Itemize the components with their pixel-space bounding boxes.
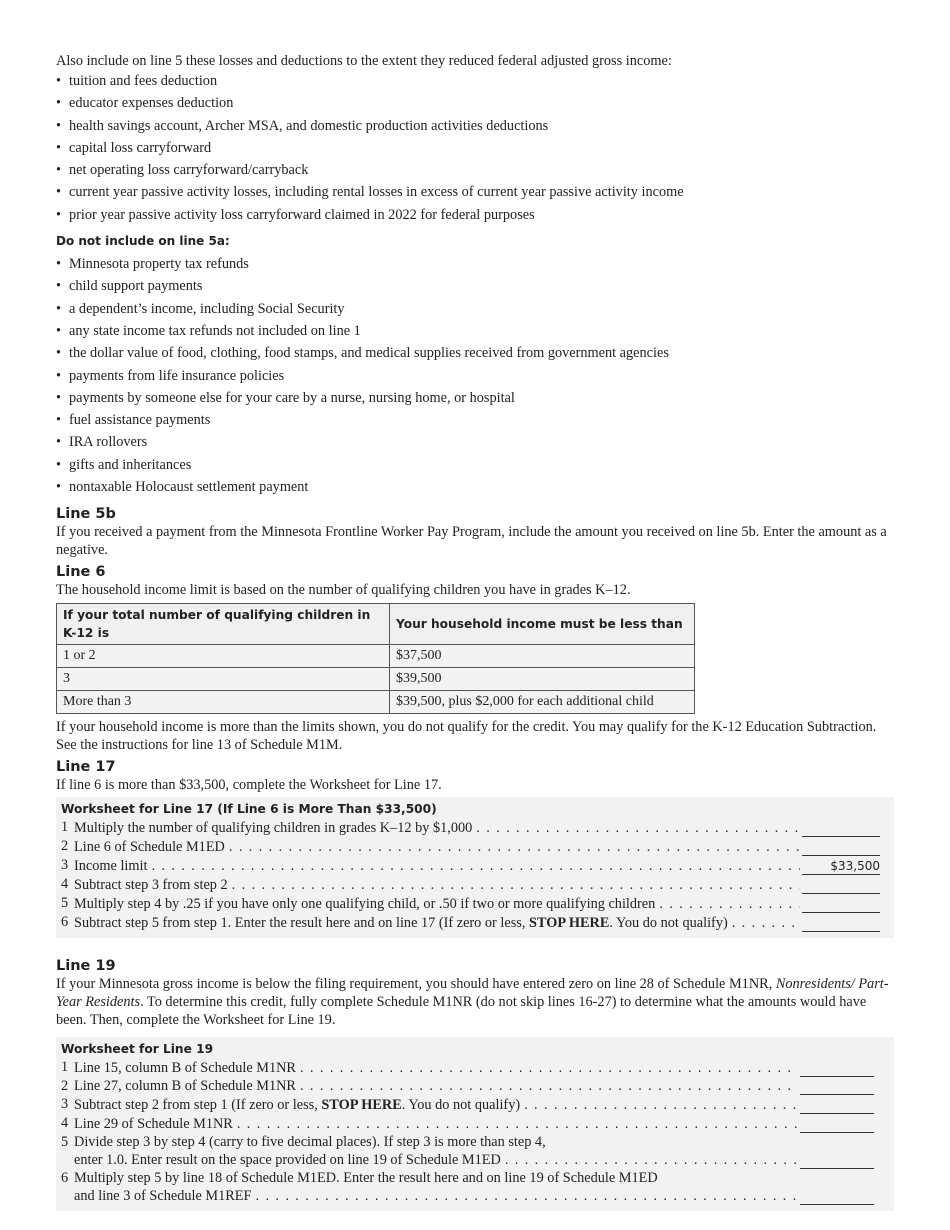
step-text: Subtract step 3 from step 2 [74, 876, 228, 893]
list-item: • payments by someone else for your care by a nurse, nursing home, or hospital [56, 389, 894, 411]
step-text: Multiply step 5 by line 18 of Schedule M1ED. Enter the result here and on line 19 of Schedule M1ED [74, 1170, 658, 1187]
step-entry-field[interactable] [800, 1153, 874, 1169]
list-item: • nontaxable Holocaust settlement payment [56, 478, 894, 500]
line19-text: If your Minnesota gross income is below the filing requirement, you should have entered zero on line 28 of Schedule M1NR, Nonresidents/ Part-Year Residents. To determine this credit, fully complete Schedule M1NR (do not skip lines 16-27) to determine what the amounts would have been. Then, complete the Worksheet for Line 19. [56, 975, 889, 1028]
table-row [57, 668, 695, 691]
line19-section [56, 957, 894, 1212]
step-text: Subtract step 5 from step 1. Enter the result here and on line 17 (If zero or less, STOP HERE. You do not qualify) [74, 914, 728, 931]
line5b-heading: Line 5b [56, 506, 116, 523]
table-cell: More than 3 [57, 691, 390, 714]
list-item: • child support payments [56, 277, 894, 299]
table-cell: $39,500, plus $2,000 for each additional child [390, 691, 695, 714]
step-text: Subtract step 2 from step 1 (If zero or less, STOP HERE. You do not qualify) [74, 1097, 521, 1114]
step-number: 6 [61, 1170, 69, 1187]
worksheet-step [61, 818, 880, 837]
line5b-section [56, 505, 894, 559]
income-limit-table [56, 603, 695, 714]
list-item: • health savings account, Archer MSA, and domestic production activities deductions [56, 117, 894, 139]
table-row [57, 691, 695, 714]
step-entry-field[interactable] [800, 1061, 874, 1077]
step-text: Income limit [74, 858, 148, 875]
step-text: Line 6 of Schedule M1ED [74, 839, 225, 856]
worksheet-step [61, 913, 880, 932]
step-text: Line 15, column B of Schedule M1NR [74, 1059, 296, 1076]
table-cell: $37,500 [390, 645, 695, 668]
line17-section [56, 758, 894, 937]
list-item: • prior year passive activity loss carryforward claimed in 2022 for federal purposes [56, 206, 894, 228]
worksheet-title: Worksheet for Line 19 [61, 1041, 214, 1056]
worksheet-line19 [56, 1037, 894, 1212]
worksheet-step [61, 1169, 874, 1205]
include-list [56, 72, 894, 228]
line17-heading: Line 17 [56, 759, 116, 776]
line6-section [56, 563, 894, 754]
step-number: 2 [61, 1077, 69, 1094]
step-number: 4 [61, 876, 69, 893]
list-item: • fuel assistance payments [56, 411, 894, 433]
step-entry-field[interactable] [800, 1117, 874, 1133]
line17-text: If line 6 is more than $33,500, complete the Worksheet for Line 17. [56, 777, 442, 794]
list-item: • the dollar value of food, clothing, food stamps, and medical supplies received from government agencies [56, 344, 894, 366]
worksheet-step [61, 1114, 874, 1133]
line5b-text: If you received a payment from the Minnesota Frontline Worker Pay Program, include the amount you received on line 5b. Enter the amount as a negative. [56, 524, 887, 559]
table-cell: 3 [57, 668, 390, 691]
table-header: If your total number of qualifying children in K-12 is [57, 604, 390, 645]
step-entry-field[interactable] [800, 1079, 874, 1095]
line6-text: The household income limit is based on the number of qualifying children you have in grades K–12. [56, 582, 631, 599]
step-number: 6 [61, 913, 69, 930]
list-item: • a dependent’s income, including Social Security [56, 300, 894, 322]
step-entry-field[interactable] [802, 821, 880, 837]
worksheet-line17 [56, 797, 894, 937]
table-cell: 1 or 2 [57, 645, 390, 668]
list-item: • net operating loss carryforward/carryback [56, 161, 894, 183]
income-limit-value: $33,500 [802, 859, 880, 875]
list-item: • educator expenses deduction [56, 94, 894, 116]
list-item: • any state income tax refunds not included on line 1 [56, 322, 894, 344]
worksheet-step [61, 875, 880, 894]
list-item: • gifts and inheritances [56, 456, 894, 478]
step-number: 2 [61, 838, 69, 855]
step-number: 1 [61, 819, 69, 836]
list-item: • payments from life insurance policies [56, 367, 894, 389]
line19-heading: Line 19 [56, 957, 116, 974]
step-number: 5 [61, 1134, 69, 1151]
step-number: 4 [61, 1115, 69, 1132]
step-number: 5 [61, 894, 69, 911]
worksheet-step [61, 894, 880, 913]
step-text-continued: enter 1.0. Enter result on the space provided on line 19 of Schedule M1ED [74, 1152, 501, 1169]
list-item: • Minnesota property tax refunds [56, 255, 894, 277]
step-text: Multiply the number of qualifying children in grades K–12 by $1,000 [74, 820, 473, 837]
step-text: Divide step 3 by step 4 (carry to five decimal places). If step 3 is more than step 4, [74, 1134, 546, 1151]
step-number: 3 [61, 857, 69, 874]
line6-after-text: If your household income is more than the limits shown, you do not qualify for the credit. You may qualify for the K-12 Education Subtraction. See the instructions for line 13 of Schedule M1M. [56, 719, 877, 754]
intro-text: Also include on line 5 these losses and deductions to the extent they reduced federal adjusted gross income: [56, 53, 672, 69]
step-text-continued: and line 3 of Schedule M1REF [74, 1188, 252, 1205]
step-entry-field[interactable] [800, 1098, 874, 1114]
worksheet-step [61, 837, 880, 856]
exclude-list [56, 255, 894, 500]
list-item: • IRA rollovers [56, 433, 894, 455]
step-text: Multiply step 4 by .25 if you have only one qualifying child, or .50 if two or more qualifying children [74, 895, 656, 912]
step-entry-field[interactable] [802, 840, 880, 856]
list-item: • capital loss carryforward [56, 139, 894, 161]
step-number: 1 [61, 1058, 69, 1075]
step-entry-field[interactable] [802, 878, 880, 894]
line6-heading: Line 6 [56, 564, 106, 581]
step-entry-field[interactable] [802, 897, 880, 913]
exclude-heading: Do not include on line 5a: [56, 234, 230, 249]
worksheet-step [61, 1133, 874, 1169]
step-text: Line 27, column B of Schedule M1NR [74, 1078, 296, 1095]
table-cell: $39,500 [390, 668, 695, 691]
step-entry-field[interactable] [802, 916, 880, 932]
worksheet-step [61, 1095, 874, 1114]
table-row [57, 645, 695, 668]
table-header: Your household income must be less than [390, 604, 695, 645]
list-item: • tuition and fees deduction [56, 72, 894, 94]
table-header-row [57, 604, 695, 645]
step-entry-field[interactable] [800, 1189, 874, 1205]
step-number: 3 [61, 1096, 69, 1113]
worksheet-step [61, 1058, 874, 1077]
step-text: Line 29 of Schedule M1NR [74, 1116, 233, 1133]
worksheet-step [61, 1077, 874, 1096]
worksheet-title: Worksheet for Line 17 (If Line 6 is More Than $33,500) [61, 802, 437, 817]
list-item: • current year passive activity losses, including rental losses in excess of current year passive activity income [56, 183, 894, 205]
worksheet-step [61, 856, 880, 875]
